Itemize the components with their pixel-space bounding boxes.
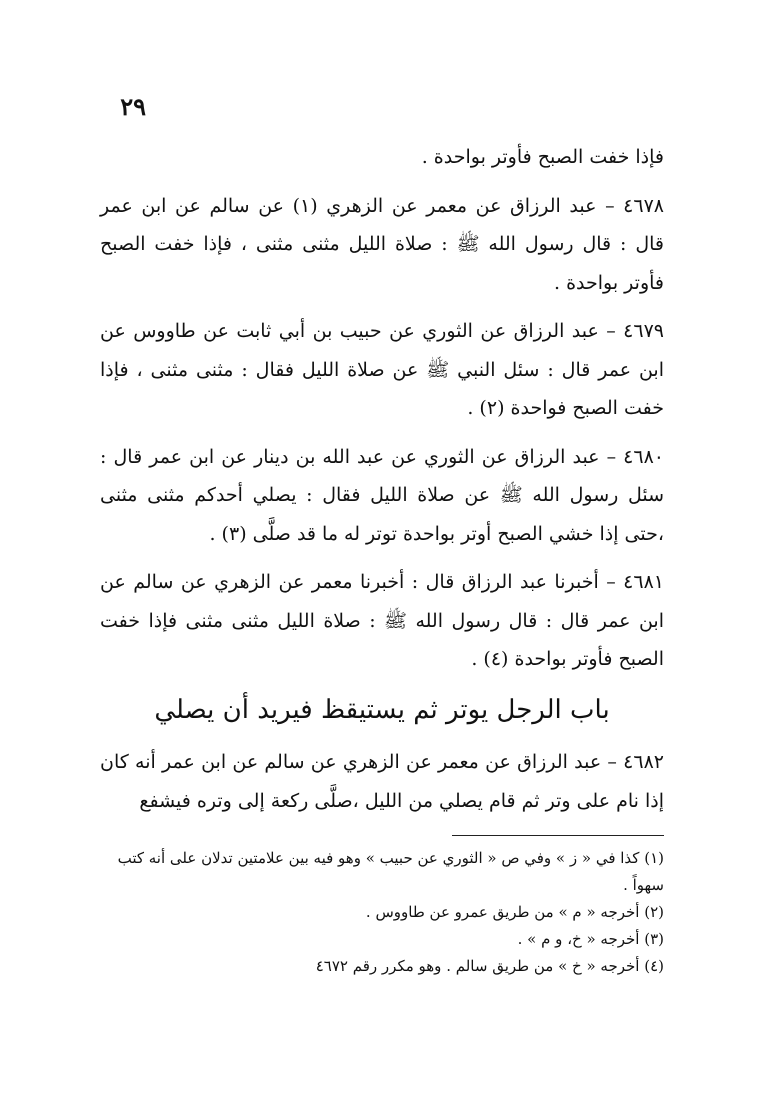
hadith-4681: ٤٦٨١ – أخبرنا عبد الرزاق قال : أخبرنا معمر عن الزهري عن سالم عن ابن عمر قال : قال رسول الله ﷺ : صلاة الليل مثنى مثنى فإذا خفت الصبح فأوتر بواحدة (٤) .: [100, 571, 664, 670]
section-text: [100, 743, 664, 830]
footnote-2: (٢) أخرجه « م » من طريق عمرو عن طاووس .: [365, 903, 664, 921]
hadith-4679: ٤٦٧٩ – عبد الرزاق عن الثوري عن حبيب بن أبي ثابت عن طاووس عن ابن عمر قال : سئل النبي ﷺ عن صلاة الليل فقال : مثنى مثنى ، فإذا خفت الصبح فواحدة (٢) .: [100, 320, 664, 419]
footnote-1: (١) كذا في « ز » وفي ص « الثوري عن حبيب » وهو فيه بين علامتين تدلان على أنه كتب سهواً .: [117, 849, 664, 894]
page-number: ٢٩: [120, 92, 146, 121]
hadith-4678: ٤٦٧٨ – عبد الرزاق عن معمر عن الزهري (١) عن سالم عن ابن عمر قال : قال رسول الله ﷺ : صلاة الليل مثنى مثنى ، فإذا خفت الصبح فأوتر بواحدة .: [100, 194, 664, 294]
hadith-4680: ٤٦٨٠ – عبد الرزاق عن الثوري عن عبد الله بن دينار عن ابن عمر قال : سئل رسول الله ﷺ عن صلاة الليل فقال : يصلي أحدكم مثنى مثنى ،حتى إذا خشي الصبح أوتر بواحدة توتر له ما قد صلَّى (٣) .: [100, 445, 664, 545]
footnote-3: (٣) أخرجه « خ، و م » .: [517, 930, 664, 948]
footnote-4: (٤) أخرجه « خ » من طريق سالم . وهو مكرر رقم ٤٦٧٢: [315, 957, 664, 975]
footnotes: [100, 845, 664, 980]
main-text: [100, 138, 664, 689]
footnote-divider: [452, 835, 664, 836]
chapter-heading: باب الرجل يوتر ثم يستيقظ فيريد أن يصلي: [154, 695, 610, 725]
paragraph-continuation: فإذا خفت الصبح فأوتر بواحدة .: [421, 146, 664, 168]
hadith-4682: ٤٦٨٢ – عبد الرزاق عن معمر عن الزهري عن سالم عن ابن عمر أنه كان إذا نام على وتر ثم قام يصلي من الليل ،صلَّى ركعة إلى وتره فيشفع: [100, 751, 664, 812]
